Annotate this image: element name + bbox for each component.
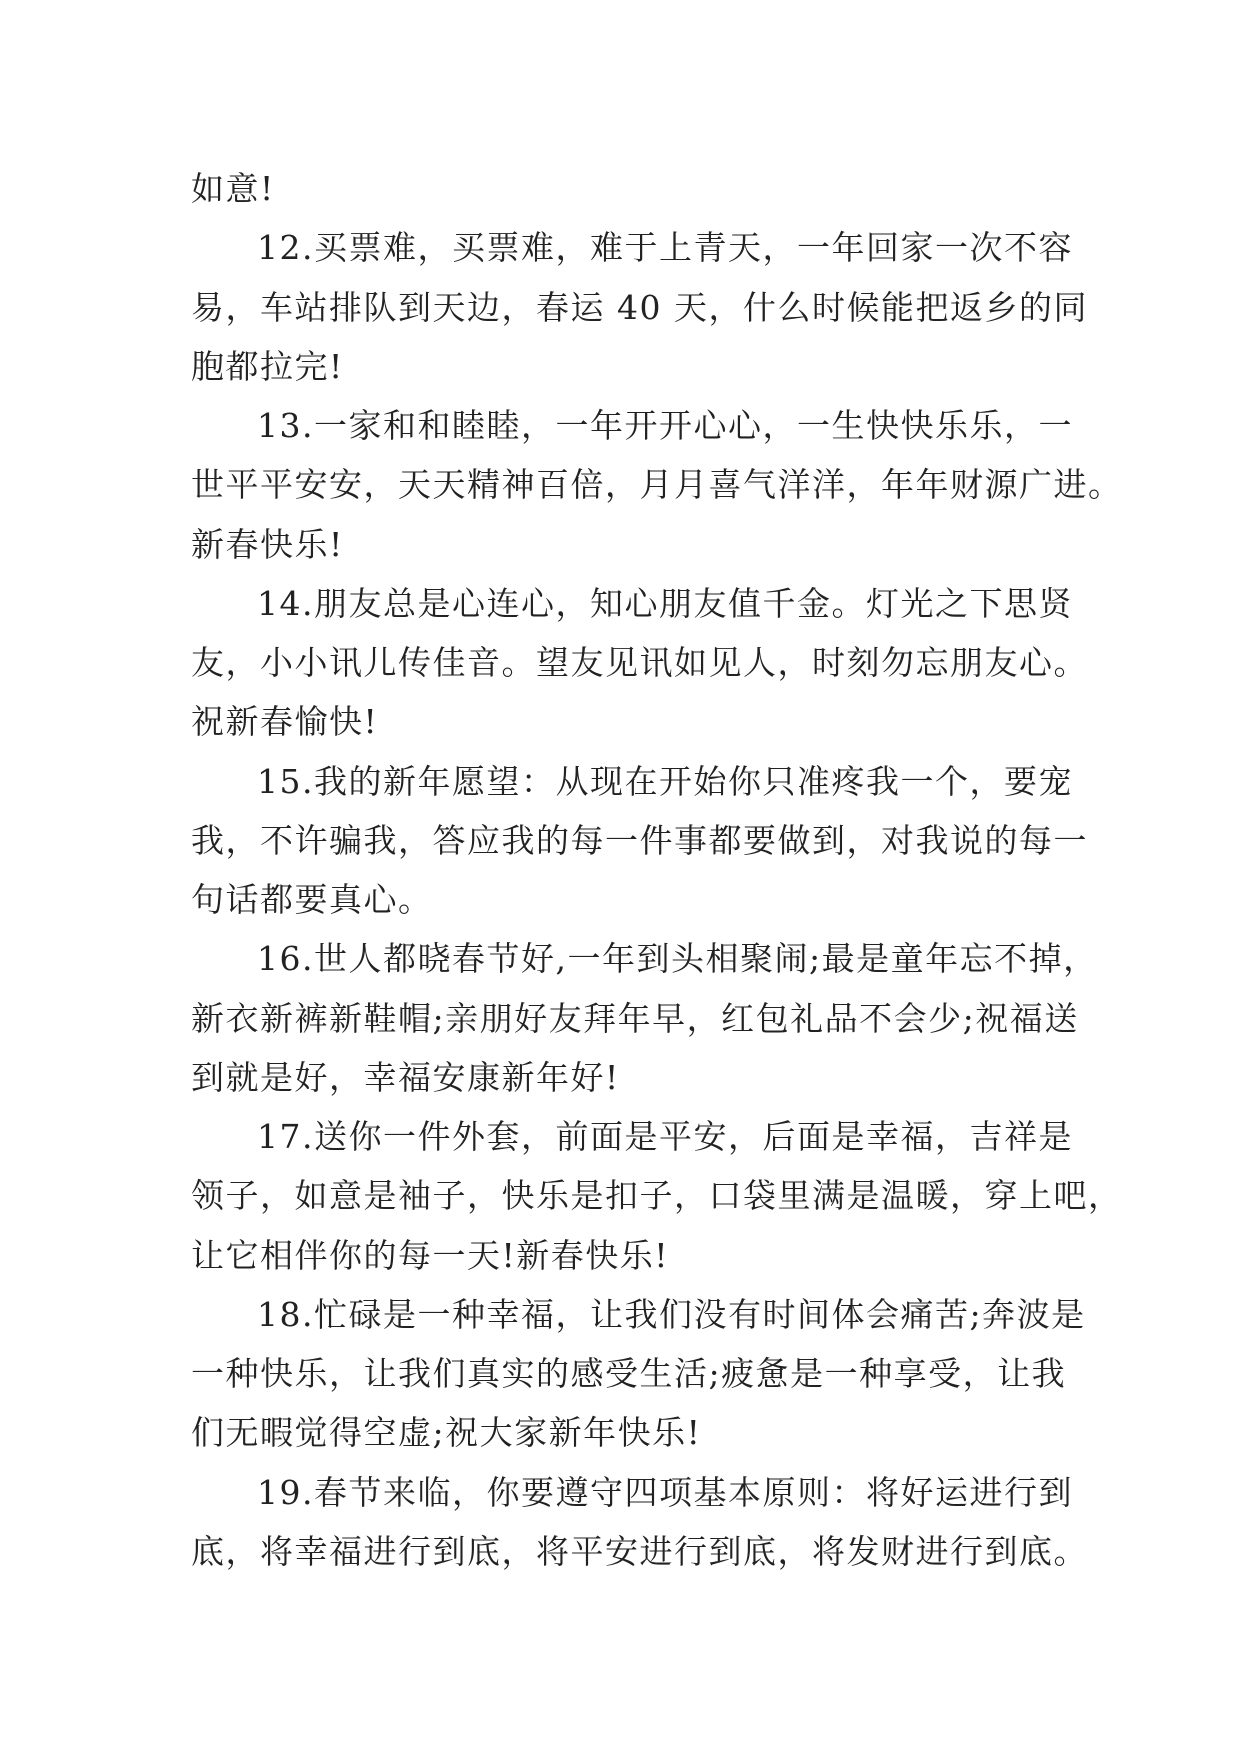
- text-line: 13.一家和和睦睦，一年开开心心，一生快快乐乐，一: [257, 406, 1073, 445]
- text-line: 19.春节来临，你要遵守四项基本原则：将好运进行到: [257, 1472, 1073, 1512]
- text-line: 底，将幸福进行到底，将平安进行到底，将发财进行到底。: [191, 1531, 1088, 1571]
- text-line: 如意!: [191, 169, 275, 208]
- text-line: 新衣新裤新鞋帽;亲朋好友拜年早，红包礼品不会少;祝福送: [191, 998, 1079, 1038]
- text-line: 15.我的新年愿望：从现在开始你只准疼我一个，要宠: [257, 761, 1073, 801]
- text-line: 胞都拉完!: [191, 346, 344, 386]
- text-line: 16.世人都晓春节好,一年到头相聚闹;最是童年忘不掉，: [257, 939, 1098, 979]
- text-line: 到就是好，幸福安康新年好!: [191, 1057, 620, 1097]
- text-line: 友，小小讯儿传佳音。望友见讯如见人，时刻勿忘朋友心。: [191, 643, 1088, 682]
- text-line: 领子，如意是袖子，快乐是扣子，口袋里满是温暖，穿上吧，: [191, 1176, 1123, 1216]
- text-line: 句话都要真心。: [191, 880, 433, 919]
- text-line: 12.买票难，买票难，难于上青天，一年回家一次不容: [257, 228, 1073, 268]
- text-line: 新春快乐!: [191, 524, 344, 564]
- text-line: 们无暇觉得空虚;祝大家新年快乐!: [191, 1413, 702, 1453]
- text-line: 世平平安安，天天精神百倍，月月喜气洋洋，年年财源广进。: [191, 465, 1123, 505]
- text-line: 17.送你一件外套，前面是平安，后面是幸福，吉祥是: [257, 1117, 1073, 1156]
- text-line: 一种快乐，让我们真实的感受生活;疲惫是一种享受，让我: [191, 1354, 1067, 1393]
- text-line: 14.朋友总是心连心，知心朋友值千金。灯光之下思贤: [257, 583, 1073, 623]
- document-body: [191, 159, 1123, 1581]
- text-line: 我，不许骗我，答应我的每一件事都要做到，对我说的每一: [191, 820, 1088, 860]
- text-line: 祝新春愉快!: [191, 702, 379, 742]
- text-line: 易，车站排队到天边，春运 40 天，什么时候能把返乡的同: [191, 287, 1088, 327]
- text-line: 让它相伴你的每一天!新春快乐!: [191, 1235, 670, 1275]
- text-line: 18.忙碌是一种幸福，让我们没有时间体会痛苦;奔波是: [257, 1294, 1086, 1334]
